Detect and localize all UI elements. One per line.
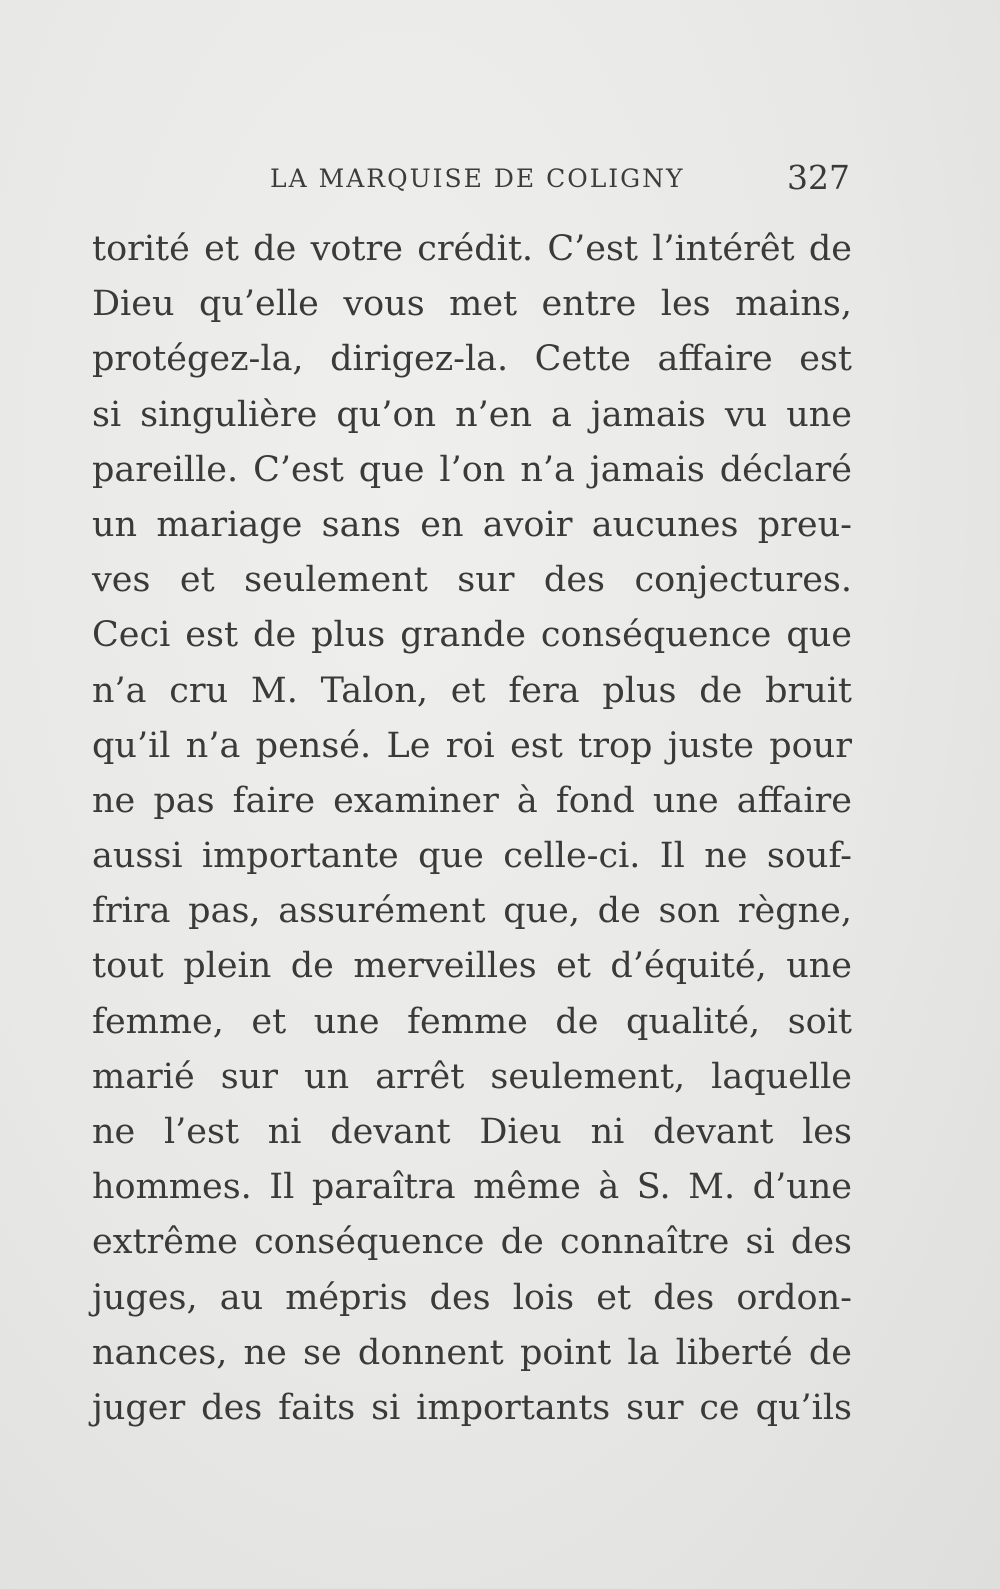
text-line: Ceci est de plus grande conséquence que: [92, 615, 852, 656]
page-number: 327: [787, 158, 850, 197]
text-line: marié sur un arrêt seulement, laquelle: [92, 1056, 852, 1097]
text-line: femme, et une femme de qualité, soit: [92, 1001, 852, 1042]
text-line: aussi importante que celle-ci. Il ne souf-: [92, 836, 852, 877]
text-line: pareille. C’est que l’on n’a jamais déclaré: [92, 449, 852, 490]
text-line: n’a cru M. Talon, et fera plus de bruit: [92, 670, 852, 711]
text-line: si singulière qu’on n’en a jamais vu une: [92, 394, 852, 435]
body-text: [92, 222, 852, 1436]
text-line: un mariage sans en avoir aucunes preu-: [92, 504, 852, 545]
text-line: ne l’est ni devant Dieu ni devant les: [92, 1112, 852, 1152]
text-line: protégez-la, dirigez-la. Cette affaire est: [92, 339, 852, 380]
running-title: LA MARQUISE DE COLIGNY: [270, 164, 685, 193]
text-line: juges, au mépris des lois et des ordon-: [92, 1277, 852, 1318]
text-line: ne pas faire examiner à fond une affaire: [92, 780, 852, 821]
text-line: tout plein de merveilles et d’équité, une: [92, 946, 852, 987]
text-line: juger des faits si importants sur ce qu’ils: [92, 1387, 852, 1428]
text-line: extrême conséquence de connaître si des: [92, 1222, 852, 1263]
text-line: Dieu qu’elle vous met entre les mains,: [92, 284, 852, 325]
running-head: [270, 158, 850, 208]
text-line: nances, ne se donnent point la liberté de: [92, 1332, 852, 1373]
text-line: frira pas, assurément que, de son règne,: [92, 891, 852, 932]
text-line: hommes. Il paraîtra même à S. M. d’une: [92, 1167, 852, 1208]
text-line: qu’il n’a pensé. Le roi est trop juste pour: [92, 725, 852, 766]
text-line: torité et de votre crédit. C’est l’intérêt de: [92, 229, 852, 269]
text-line: ves et seulement sur des conjectures.: [92, 560, 852, 601]
